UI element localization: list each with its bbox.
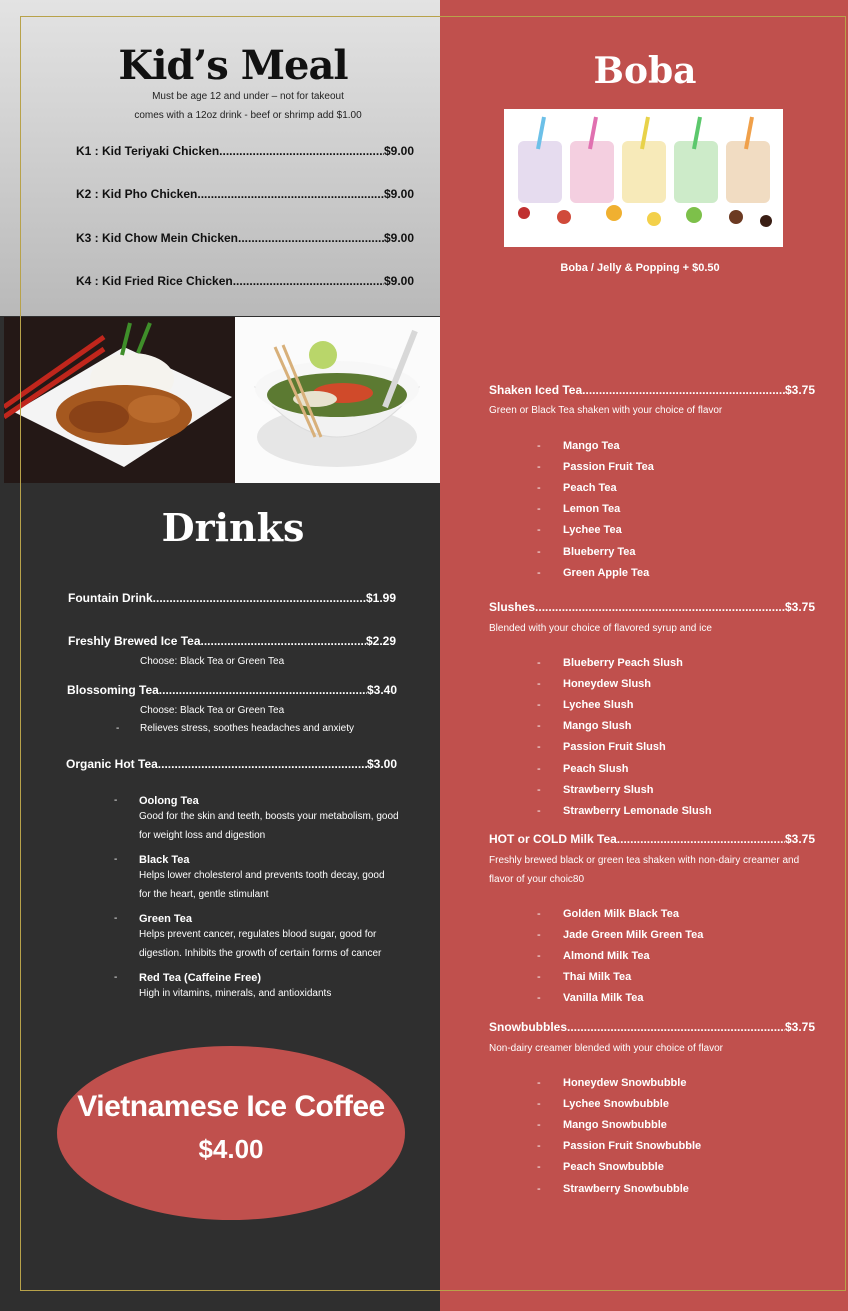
bullet-dash: - bbox=[537, 699, 541, 712]
menu-item-organic bbox=[66, 757, 397, 771]
item-name: K4 : Kid Fried Rice Chicken bbox=[76, 274, 233, 288]
menu-item-k2 bbox=[76, 187, 414, 201]
item-price: $3.75 bbox=[784, 832, 815, 846]
tea-red: - Red Tea (Caffeine Free) High in vitamins, minerals, and antioxidants bbox=[114, 972, 414, 1003]
flavor-item bbox=[537, 992, 644, 1004]
menu-item-blossoming bbox=[67, 683, 397, 697]
boba-title: Boba bbox=[593, 50, 697, 92]
bullet-dash: - bbox=[537, 1182, 541, 1195]
flavor-name: Strawberry Slush bbox=[563, 783, 654, 796]
flavor-name: Passion Fruit Slush bbox=[563, 741, 666, 754]
pho-bowl-photo bbox=[235, 317, 440, 483]
boba-drinks-photo bbox=[504, 109, 783, 247]
tea-desc: Helps lower cholesterol and prevents tooth decay, good bbox=[139, 870, 385, 881]
bullet-dash: - bbox=[537, 657, 541, 669]
bullet-dash: - bbox=[537, 992, 541, 1005]
item-price: $1.99 bbox=[365, 591, 396, 605]
slushes-desc: Blended with your choice of flavored syrup and ice bbox=[489, 623, 712, 634]
menu-item-k3 bbox=[76, 231, 414, 245]
flavor-name: Honeydew Slush bbox=[563, 678, 652, 691]
flavor-name: Lychee Slush bbox=[563, 699, 634, 712]
item-name: Snowbubbles bbox=[489, 1020, 567, 1034]
flavor-item bbox=[537, 503, 620, 515]
boba-caption: Boba / Jelly & Popping + $0.50 bbox=[560, 262, 720, 274]
flavor-name: Peach Snowbubble bbox=[563, 1161, 664, 1174]
menu-item-snowbubbles bbox=[489, 1020, 815, 1034]
bullet-dash: - bbox=[537, 1098, 541, 1111]
flavor-item bbox=[537, 1119, 667, 1131]
item-price: $9.00 bbox=[383, 231, 414, 245]
drinks-title: Drinks bbox=[161, 505, 305, 550]
menu-item-k1 bbox=[76, 144, 414, 158]
flavor-name: Peach Tea bbox=[563, 482, 617, 495]
bullet-dash: - bbox=[537, 545, 541, 558]
bullet-dash: - bbox=[537, 908, 541, 920]
flavor-name: Peach Slush bbox=[563, 762, 629, 775]
bullet-dash: - bbox=[537, 503, 541, 516]
tea-desc-2: for weight loss and digestion bbox=[139, 830, 266, 841]
item-price: $9.00 bbox=[383, 274, 414, 288]
flavor-item bbox=[537, 720, 631, 732]
tea-name: Green Tea bbox=[139, 913, 192, 925]
flavor-name: Mango Snowbubble bbox=[563, 1119, 667, 1132]
item-price: $3.75 bbox=[784, 383, 815, 397]
bullet-dash: - bbox=[537, 1077, 541, 1089]
flavor-item bbox=[537, 741, 666, 753]
bullet-dash: - bbox=[537, 1161, 541, 1174]
flavor-item bbox=[537, 1098, 669, 1110]
flavor-item bbox=[537, 524, 622, 536]
flavor-name: Thai Milk Tea bbox=[563, 971, 632, 984]
flavor-name: Lychee Snowbubble bbox=[563, 1098, 669, 1111]
flavor-item bbox=[537, 784, 653, 796]
flavor-name: Golden Milk Black Tea bbox=[563, 908, 679, 920]
bullet-dash: - bbox=[537, 1119, 541, 1132]
milk-desc: Freshly brewed black or green tea shaken with non-dairy creamer and bbox=[489, 855, 800, 866]
item-name: K3 : Kid Chow Mein Chicken bbox=[76, 231, 239, 245]
flavor-name: Passion Fruit Tea bbox=[563, 461, 654, 474]
flavor-item bbox=[537, 1140, 701, 1152]
item-name: Freshly Brewed Ice Tea bbox=[68, 634, 201, 648]
bullet-dash: - bbox=[537, 482, 541, 495]
tea-desc: Good for the skin and teeth, boosts your metabolism, good bbox=[139, 811, 399, 822]
flavor-name: Mango Slush bbox=[563, 720, 632, 733]
flavor-item bbox=[537, 699, 634, 711]
item-price: $9.00 bbox=[383, 187, 414, 201]
flavor-item bbox=[537, 567, 649, 579]
menu-item-brewed bbox=[68, 634, 396, 648]
menu-item-shaken bbox=[489, 383, 815, 397]
flavor-item bbox=[537, 763, 628, 775]
snow-desc: Non-dairy creamer blended with your choice of flavor bbox=[489, 1043, 723, 1054]
item-price: $2.29 bbox=[365, 634, 396, 648]
kids-meal-subtitle: Must be age 12 and under – not for takeout bbox=[152, 91, 344, 102]
kids-meal-title: Kid’s Meal bbox=[118, 42, 348, 89]
bullet-dash: - bbox=[537, 762, 541, 775]
flavor-item bbox=[537, 461, 654, 473]
bullet-dash: - bbox=[537, 566, 541, 579]
flavor-item bbox=[537, 950, 650, 962]
blossoming-bullet: - Relieves stress, soothes headaches and anxiety bbox=[116, 719, 354, 738]
coffee-price: $4.00 bbox=[198, 1134, 264, 1164]
bullet-dash: - bbox=[537, 929, 541, 942]
tea-desc-2: for the heart, gentle stimulant bbox=[139, 889, 269, 900]
flavor-name: Green Apple Tea bbox=[563, 566, 650, 579]
flavor-name: Mango Tea bbox=[563, 440, 620, 452]
flavor-name: Lychee Tea bbox=[563, 524, 622, 537]
flavor-name: Jade Green Milk Green Tea bbox=[563, 929, 704, 942]
teriyaki-chicken-photo bbox=[4, 317, 235, 483]
bullet-dash: - bbox=[537, 440, 541, 452]
tea-desc-2: digestion. Inhibits the growth of certain forms of cancer bbox=[139, 948, 382, 959]
flavor-name: Vanilla Milk Tea bbox=[563, 992, 644, 1005]
item-name: Shaken Iced Tea bbox=[489, 383, 583, 397]
flavor-item bbox=[537, 908, 679, 920]
item-name: Fountain Drink bbox=[68, 591, 153, 605]
flavor-item bbox=[537, 482, 617, 494]
milk-desc-2: flavor of your choic80 bbox=[489, 874, 585, 885]
flavor-item bbox=[537, 1077, 686, 1089]
tea-green: - Green Tea Helps prevent cancer, regulates blood sugar, good for digestion. Inhibits the growth of certain forms of cancer bbox=[114, 913, 414, 963]
bullet-dash: - bbox=[537, 678, 541, 691]
item-price: $9.00 bbox=[383, 144, 414, 158]
item-name: HOT or COLD Milk Tea bbox=[489, 832, 617, 846]
bullet-dash: - bbox=[537, 783, 541, 796]
item-price: $3.75 bbox=[784, 600, 815, 614]
bullet-dash: - bbox=[537, 804, 541, 817]
bullet-dash: - bbox=[537, 971, 541, 984]
bullet-dash: - bbox=[537, 950, 541, 963]
kids-meal-subtitle-2: comes with a 12oz drink - beef or shrimp add $1.00 bbox=[134, 110, 362, 121]
coffee-oval bbox=[57, 1046, 405, 1220]
shaken-desc: Green or Black Tea shaken with your choice of flavor bbox=[489, 405, 723, 416]
flavor-name: Honeydew Snowbubble bbox=[563, 1077, 687, 1089]
tea-name: Red Tea (Caffeine Free) bbox=[139, 972, 262, 984]
bullet-dash: - bbox=[537, 1140, 541, 1153]
item-name: Slushes bbox=[489, 600, 536, 614]
flavor-item bbox=[537, 929, 703, 941]
menu-item-slushes bbox=[489, 600, 815, 614]
tea-desc: High in vitamins, minerals, and antioxidants bbox=[139, 988, 332, 999]
item-name: K2 : Kid Pho Chicken bbox=[76, 187, 198, 201]
menu-item-milk-tea bbox=[489, 832, 815, 846]
tea-desc: Helps prevent cancer, regulates blood sugar, good for bbox=[139, 929, 377, 940]
flavor-item bbox=[537, 678, 651, 690]
item-price: $3.40 bbox=[366, 683, 397, 697]
bullet-dash: - bbox=[537, 741, 541, 754]
flavor-name: Almond Milk Tea bbox=[563, 950, 650, 963]
flavor-name: Strawberry Lemonade Slush bbox=[563, 804, 712, 817]
item-price: $3.00 bbox=[366, 757, 397, 771]
flavor-item bbox=[537, 440, 620, 452]
tea-name: Oolong Tea bbox=[139, 795, 199, 807]
menu-item-k4 bbox=[76, 274, 414, 288]
bullet-text: Relieves stress, soothes headaches and anxiety bbox=[140, 723, 355, 734]
flavor-item bbox=[537, 1161, 664, 1173]
flavor-name: Passion Fruit Snowbubble bbox=[563, 1140, 702, 1153]
blossoming-note: Choose: Black Tea or Green Tea bbox=[140, 705, 285, 716]
bullet-dash: - bbox=[537, 524, 541, 537]
item-name: Blossoming Tea bbox=[67, 683, 159, 697]
flavor-name: Lemon Tea bbox=[563, 503, 621, 516]
flavor-item bbox=[537, 1183, 689, 1195]
bullet-dash: - bbox=[537, 720, 541, 733]
flavor-name: Blueberry Peach Slush bbox=[563, 657, 683, 669]
bullet-dash: - bbox=[537, 461, 541, 474]
flavor-item bbox=[537, 546, 636, 558]
tea-black: - Black Tea Helps lower cholesterol and prevents tooth decay, good for the heart, gentle stimulant bbox=[114, 854, 414, 904]
flavor-item bbox=[537, 657, 683, 669]
flavor-item bbox=[537, 971, 631, 983]
tea-name: Black Tea bbox=[139, 854, 190, 866]
flavor-name: Blueberry Tea bbox=[563, 545, 636, 558]
brewed-note: Choose: Black Tea or Green Tea bbox=[140, 656, 285, 667]
coffee-title: Vietnamese Ice Coffee bbox=[77, 1090, 385, 1123]
tea-oolong: - Oolong Tea Good for the skin and teeth, boosts your metabolism, good for weight loss and digestion bbox=[114, 795, 414, 845]
item-price: $3.75 bbox=[784, 1020, 815, 1034]
menu-item-fountain bbox=[68, 591, 396, 605]
item-name: Organic Hot Tea bbox=[66, 757, 158, 771]
flavor-name: Strawberry Snowbubble bbox=[563, 1182, 689, 1195]
item-name: K1 : Kid Teriyaki Chicken bbox=[76, 144, 220, 158]
flavor-item bbox=[537, 805, 712, 817]
